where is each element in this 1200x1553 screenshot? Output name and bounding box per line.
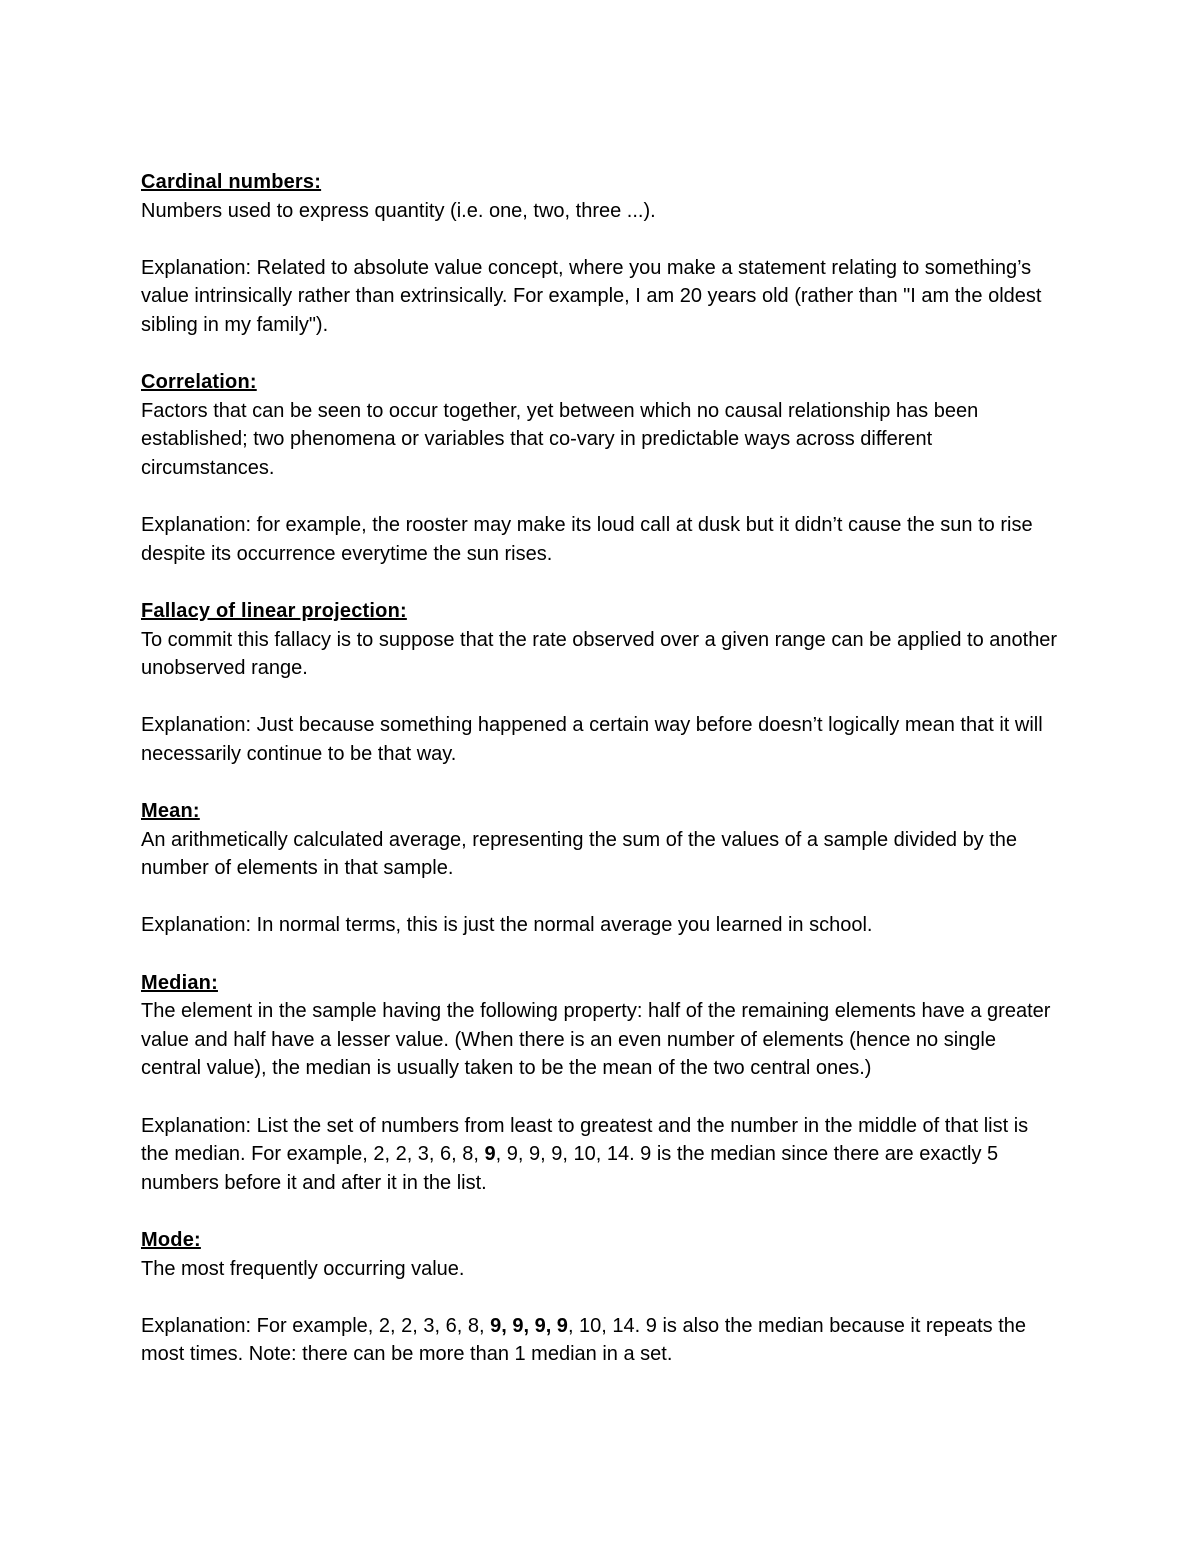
term-title: Cardinal numbers: xyxy=(141,171,322,193)
term-definition: To commit this fallacy is to suppose that the rate observed over a given range can be applied to another unobserved range. xyxy=(141,628,1058,680)
section-mode xyxy=(141,1226,1061,1369)
term-title: Correlation: xyxy=(141,371,257,394)
explanation-emphasis: 9 xyxy=(484,1143,496,1166)
term-explanation: Explanation: In normal terms, this is just the normal average you learned in school. xyxy=(141,914,873,937)
explanation-emphasis: 9, 9, 9, 9 xyxy=(490,1314,568,1337)
section-mean xyxy=(141,797,1061,940)
term-definition: An arithmetically calculated average, representing the sum of the values of a sample divided by the number of elements in that sample. xyxy=(141,828,1018,880)
term-title: Mode: xyxy=(141,1228,201,1251)
explanation-text: Explanation: For example, 2, 2, 3, 6, 8, xyxy=(141,1314,491,1337)
explanation-text: Explanation: List the set of numbers from least to greatest and the number in the middle of that list is the median. For example, 2, 2, 3, 6, 8, xyxy=(141,1114,1029,1166)
term-title: Mean: xyxy=(141,800,200,823)
explanation-text: , 10, 14. 9 is also the median because it repeats the most times. Note: there can be more than 1 median in a set. xyxy=(141,1314,1027,1366)
term-definition: The most frequently occurring value. xyxy=(141,1257,465,1280)
term-definition: Numbers used to express quantity (i.e. one, two, three ...). xyxy=(141,199,656,222)
term-definition: The element in the sample having the following property: half of the remaining elements have a greater value and half have a lesser value. (When there is an even number of elements (hence no single central value), the median is usually taken to be the mean of the two central ones.) xyxy=(141,1000,1051,1080)
term-explanation xyxy=(141,1312,1061,1369)
section-correlation xyxy=(141,368,1061,568)
explanation-text: , 9, 9, 9, 10, 14. 9 is the median since there are exactly 5 numbers before it and after it in the list. xyxy=(141,1143,999,1194)
section-fallacy-of-linear-projection xyxy=(141,597,1061,769)
term-explanation: Explanation: for example, the rooster may make its loud call at dusk but it didn’t cause the sun to rise despite its occurrence everytime the sun rises. xyxy=(141,514,1033,565)
term-explanation xyxy=(141,1112,1061,1198)
term-explanation: Explanation: Just because something happened a certain way before doesn’t logically mean that it will necessarily continue to be that way. xyxy=(141,714,1043,765)
term-title: Median: xyxy=(141,971,218,994)
term-definition: Factors that can be seen to occur together, yet between which no causal relationship has been established; two phenomena or variables that co-vary in predictable ways across different circumstances. xyxy=(141,399,979,479)
term-title: Fallacy of linear projection: xyxy=(141,599,407,622)
term-explanation: Explanation: Related to absolute value concept, where you make a statement relating to something’s value intrinsically rather than extrinsically. For example, I am 20 years old (rather than "I am the oldest sibling in my family"). xyxy=(141,256,1042,336)
section-cardinal-numbers xyxy=(141,168,1061,340)
document-page xyxy=(141,168,1061,1369)
section-median xyxy=(141,969,1061,1198)
